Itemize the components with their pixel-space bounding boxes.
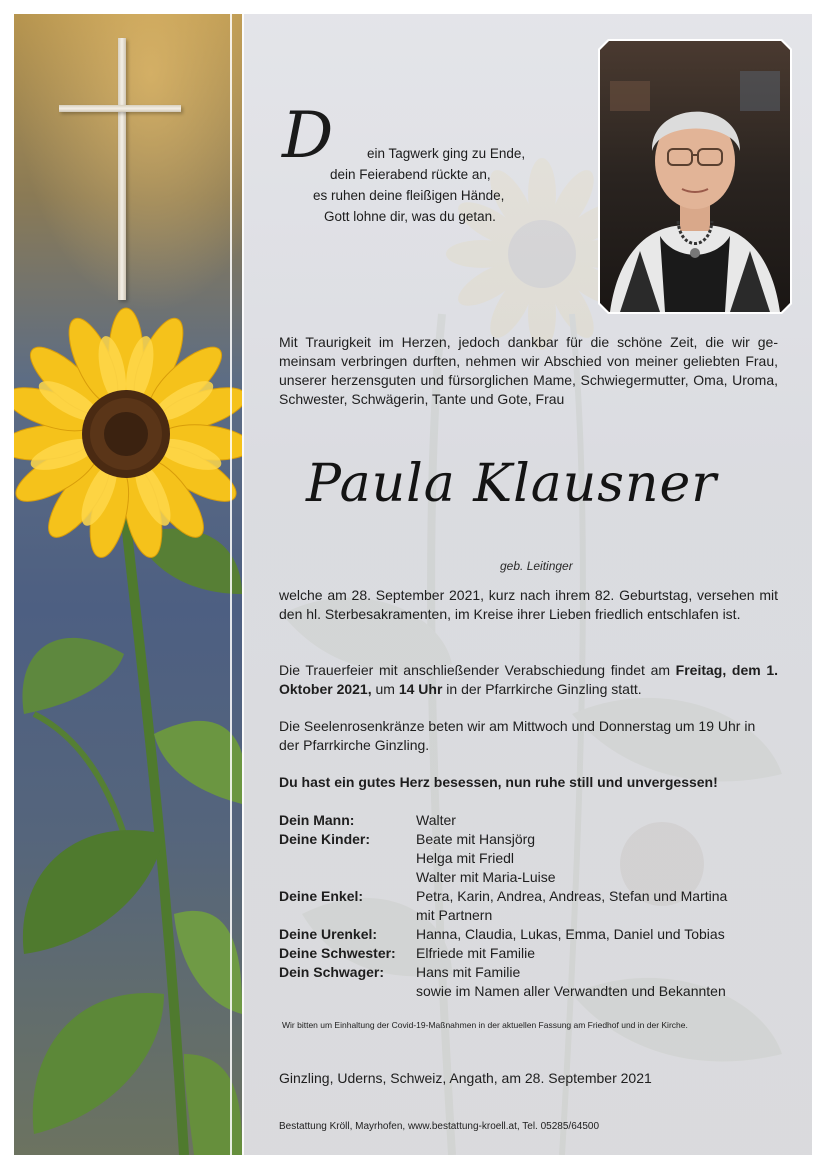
funeral-text: Die Trauerfeier mit anschließender Verabschiedung findet am bbox=[279, 662, 676, 678]
family-label: Deine Urenkel: bbox=[279, 926, 378, 942]
family-value: Beate mit Hansjörg bbox=[416, 831, 536, 847]
deceased-name: Paula Klausner bbox=[306, 454, 718, 514]
family-value: Elfriede mit Familie bbox=[416, 945, 536, 961]
family-value: sowie im Namen aller Verwandten und Bekannten bbox=[416, 983, 726, 999]
family-value: Helga mit Friedl bbox=[416, 850, 515, 866]
verse-line: ein Tagwerk ging zu Ende, bbox=[367, 146, 526, 161]
place-date-line: Ginzling, Uderns, Schweiz, Angath, am 28. September 2021 bbox=[279, 1070, 652, 1086]
sunflower-panel bbox=[14, 14, 242, 1155]
verse-line: es ruhen deine fleißigen Hände, bbox=[313, 188, 505, 203]
portrait-frame bbox=[598, 39, 792, 314]
covid-note: Wir bitten um Einhaltung der Covid-19-Maßnahmen in der aktuellen Fassung am Friedhof und in der Kirche. bbox=[282, 1020, 688, 1030]
sunflower-illustration bbox=[14, 14, 242, 1155]
family-label: Dein Schwager: bbox=[279, 964, 385, 980]
family-label: Dein Mann: bbox=[279, 812, 355, 828]
funeral-date: dem 1. Oktober 2021, bbox=[279, 662, 778, 697]
funeral-text: um bbox=[371, 681, 399, 697]
maiden-name: geb. Leitinger bbox=[500, 559, 573, 573]
family-value: mit Partnern bbox=[416, 907, 493, 923]
funeral-text: in der Pfarrkirche Ginzling statt. bbox=[442, 681, 642, 697]
family-label: Deine Schwester: bbox=[279, 945, 396, 961]
family-value: Hanna, Claudia, Lukas, Emma, Daniel und Tobias bbox=[416, 926, 725, 942]
cross-icon bbox=[118, 38, 126, 300]
divider-line-2 bbox=[242, 14, 244, 1155]
family-value: Walter bbox=[416, 812, 456, 828]
death-notice: welche am 28. September 2021, kurz nach ihrem 82. Geburtstag, versehen mit den hl. Sterbesakramenten, im Kreise ihrer Lieben friedlich entschlafen ist. bbox=[279, 587, 778, 622]
funeral-home-footer: Bestattung Kröll, Mayrhofen, www.bestattung-kroell.at, Tel. 05285/64500 bbox=[279, 1121, 600, 1132]
funeral-time: 14 Uhr bbox=[398, 681, 443, 697]
divider-line bbox=[230, 14, 232, 1155]
family-value: Hans mit Familie bbox=[416, 964, 521, 980]
family-value: Petra, Karin, Andrea, Andreas, Stefan und Martina bbox=[416, 888, 728, 904]
verse-dropcap: D bbox=[282, 99, 334, 173]
motto: Du hast ein gutes Herz besessen, nun ruhe still und unvergessen! bbox=[279, 774, 718, 790]
verse-line: dein Feierabend rückte an, bbox=[330, 167, 491, 182]
family-value: Walter mit Maria-Luise bbox=[416, 869, 556, 885]
intro-paragraph: Mit Traurigkeit im Herzen, jedoch dankbar für die schöne Zeit, die wir ge-meinsam verbringen durften, nehmen wir Abschied von meiner geliebten Frau, unserer herzensguten und fürsorglichen Mame, Schwiegermutter, Oma, Uroma, Schwester, Schwägerin, Tante und Gote, Frau bbox=[279, 334, 778, 407]
obituary-card bbox=[14, 14, 812, 1155]
funeral-paragraph bbox=[279, 661, 778, 699]
cross-bar bbox=[59, 105, 181, 112]
funeral-day: Freitag, bbox=[675, 662, 727, 678]
family-label: Deine Enkel: bbox=[279, 888, 364, 904]
family-label: Deine Kinder: bbox=[279, 831, 371, 847]
verse-line: Gott lohne dir, was du getan. bbox=[324, 209, 496, 224]
rosary-paragraph: Die Seelenrosenkränze beten wir am Mittwoch und Donnerstag um 19 Uhr in der Pfarrkirche Ginzling. bbox=[279, 718, 756, 753]
portrait-photo bbox=[600, 41, 790, 312]
